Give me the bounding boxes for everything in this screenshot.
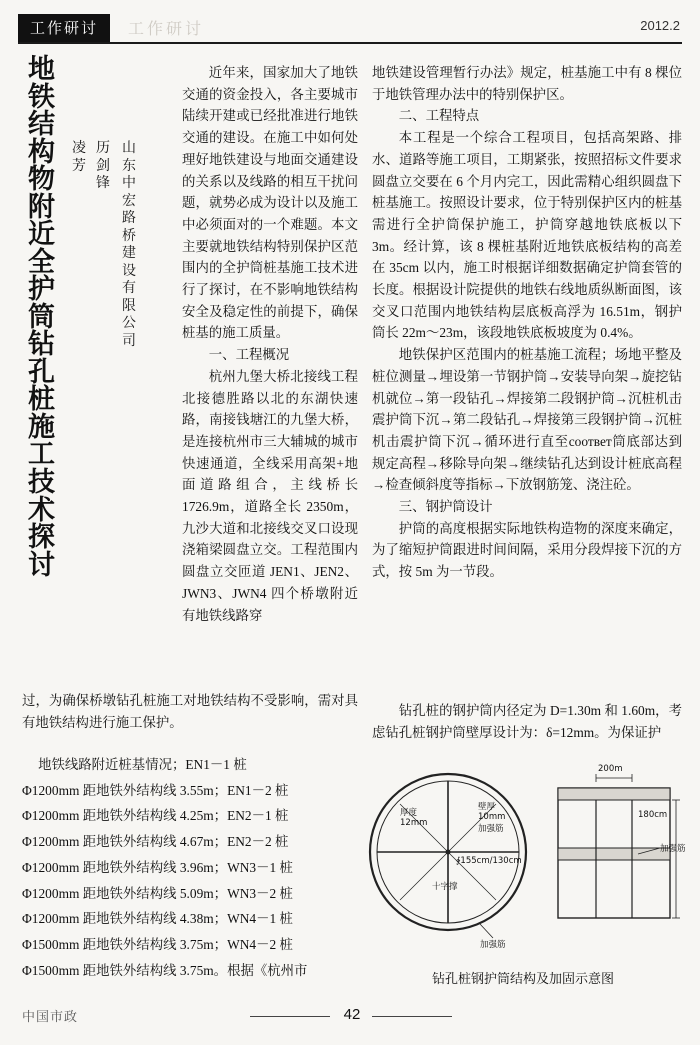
header-ghost-text: 工作研讨 [128,19,205,38]
list-item: Φ1500mm 距地铁外结构线 3.75m；WN4－2 桩 [22,937,293,953]
center-point [446,850,451,855]
author-name-2: 凌芳 [72,141,86,174]
page-title: 地铁结构物附近全护筒钻孔桩施工技术探讨 [28,54,56,581]
paragraph: 本工程是一个综合工程项目，包括高架路、排水、道路等施工项目，工期紧张，按照招标文件要求圆盘立交要在 6 个月内完工，因此需精心组织圆盘下桩基施工。按照设计要求，位于特别保护区内的桩基需进行全护筒保护施工，护筒穿越地铁底板以下 3m。经计算，该 8 棵桩基附近地铁底板结构的高差在 35cm 以内，施工时根据详细数据确定护筒套管的长度。根据设计院提供的地铁右线地质纵断面图，该交叉口范围内地铁结构层底板高浮为 16.51m，钢护筒长 22m～23m，该段地铁底板坡度为 0.4%。 [372,130,682,341]
figure-svg [360,752,686,962]
paragraph: 地铁保护区范围内的桩基施工流程；场地平整及桩位测量→埋设第一节钢护筒→安装导向架→旋挖钻机就位→第一段钻孔→焊接第二段钢护筒→沉桩机击震护筒下沉→第二段钻孔→焊接第三段钢护筒→沉桩机击震护筒下沉→循环进行直至соответ筒底部达到规定高程→移除导向架→继续钻孔达到设计桩底高程→检查倾斜度等指标→下放钢筋笼、浇注砼。 [372,347,682,493]
list-item: Φ1200mm 距地铁外结构线 3.55m；EN1－2 桩 [22,782,289,798]
leader-line [480,924,493,938]
paragraph: 护筒的高度根据实际地铁构造物的深度来确定，为了缩短护筒跟进时间间隔，采用分段焊接下沉的方式，按 5m 为一节段。 [372,520,682,580]
label-stiffener-right: 加强筋 [660,844,686,854]
page-number: 42 [343,1006,361,1023]
paragraph: 杭州九堡大桥北接线工程北接德胜路以北的东湖快速路，南接钱塘江的九堡大桥，是连接杭州市三大辅城的城市快速通道，全线采用高架+地面道路组合，主线桥长 1726.9m，道路全长 2350m，九沙大道和北接线交叉口设现浇箱梁圆盘立交。工程范围内圆盘立交匝道 JEN1、JEN2、JWN3、JWN4 四个桥墩附近有地铁线路穿 [182,368,358,623]
header-divider [18,42,682,44]
section-heading-1: 一、工程概况 [208,347,290,363]
section-top-band [558,788,670,800]
paragraph: 地铁建设管理暂行办法》规定，桩基施工中有 8 棵位于地铁管理办法中的特别保护区。 [372,65,682,102]
label-thickness-left: 厚度 12mm [400,808,428,828]
footer-rule-right [372,1016,452,1017]
affiliation: 山东中宏路桥建设有限公司 [122,141,136,349]
label-wall-thickness: 壁厚 10mm 加强筋 [478,802,506,834]
figure-drilled-pile-casing [360,752,686,962]
label-dimension-top: 200m [598,764,623,774]
pile-data-list [22,752,358,984]
header-section-badge: 工作研讨 [18,14,110,42]
column-middle [182,62,358,626]
label-dimension-right: 180cm [638,810,668,820]
paragraph: 过，为确保桥墩钻孔桩施工对地铁结构不受影响，需对具有地铁结构进行施工保护。 [22,693,358,730]
page-footer [0,1000,700,1040]
list-item: Φ1200mm 距地铁外结构线 4.67m；EN2－2 桩 [22,834,289,850]
paragraph: 近年来，国家加大了地铁交通的资金投入，各主要城市陆续开建或已经批准进行地铁交通的建设。在施工中如何处理好地铁建设与地面交通建设的关系以及线路的相互干扰问题，就势必成为设计以及施工中必须面对的一个难题。本文主要就地铁结构特别保护区范围内的全护筒桩基施工技术进行了探讨，在不影响地铁结构安全及稳定性的前提下，确保桩基的施工质量。 [182,65,358,341]
list-item: 地铁线路附近桩基情况；EN1－1 桩 [38,757,247,772]
list-item: Φ1200mm 距地铁外结构线 5.09m；WN3－2 桩 [22,885,293,901]
label-stiffener-bottom: 加强筋 [480,940,506,950]
leader-line [400,852,448,900]
continuation-text [22,690,358,733]
figure-caption: 钻孔桩钢护筒结构及加固示意图 [431,971,614,986]
column-right-lower [372,700,682,743]
section-heading-3: 三、钢护筒设计 [398,499,493,515]
page-header [18,14,682,44]
list-item: Φ1200mm 距地铁外结构线 4.25m；EN2－1 桩 [22,808,289,824]
author-name-1: 历剑锋 [96,141,110,191]
footer-logo: 中国市政 [22,1010,79,1025]
section-heading-2: 二、工程特点 [398,108,480,124]
paragraph: 钻孔桩的钢护筒内径定为 D=1.30m 和 1.60m，考虑钻孔桩钢护筒壁厚设计为：δ=12mm。为保证护 [372,703,682,740]
label-diameter: ∲155cm/130cm [456,856,522,866]
list-item: Φ1200mm 距地铁外结构线 4.38m；WN4－1 桩 [22,911,293,927]
column-right [372,62,682,583]
title-block [22,56,172,676]
list-item: Φ1500mm 距地铁外结构线 3.75m。根据《杭州市 [22,962,308,978]
label-cross-brace: 十字撑 [432,882,458,892]
footer-rule-left [250,1016,330,1017]
list-item: Φ1200mm 距地铁外结构线 3.96m；WN3－1 桩 [22,859,293,875]
header-issue-date: 2012.2 [640,18,680,33]
